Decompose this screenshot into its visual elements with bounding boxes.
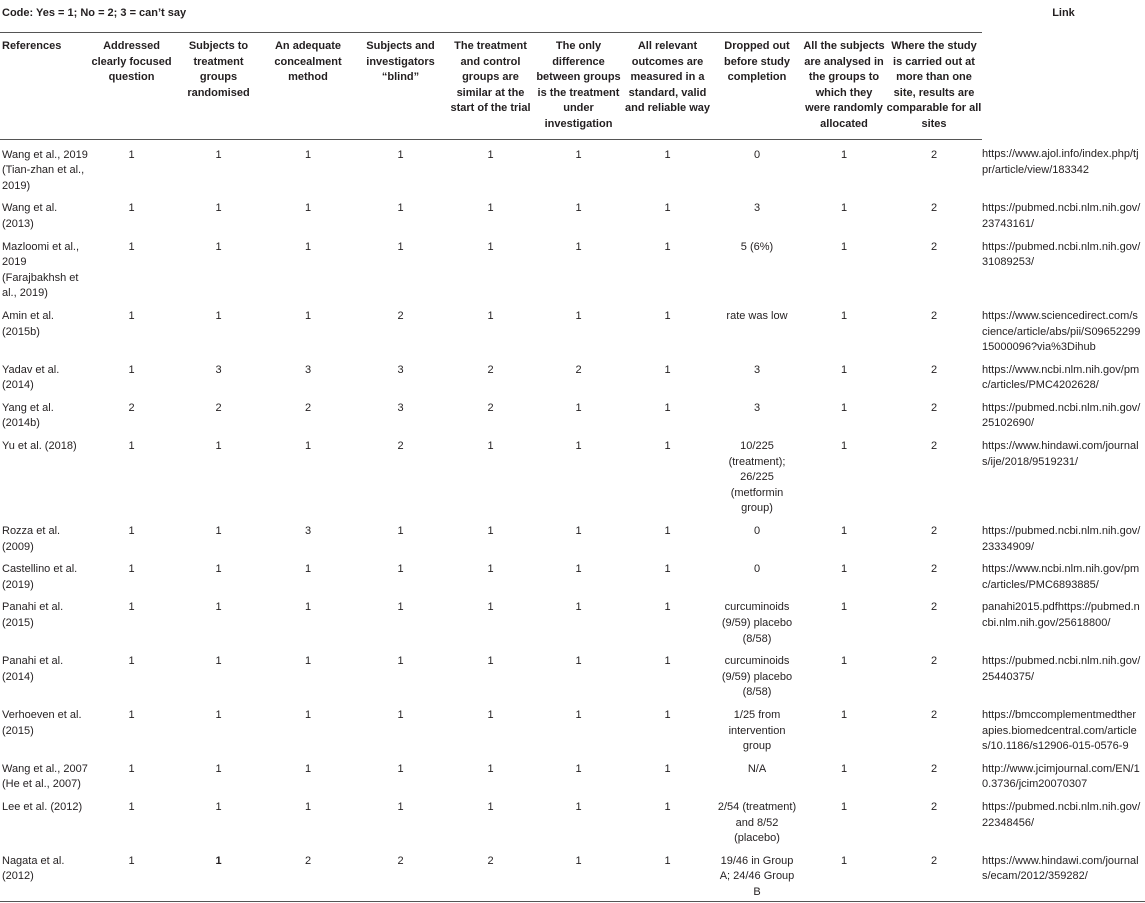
cell-q6: 1 <box>575 854 582 867</box>
cell-q1: 1 <box>128 601 135 614</box>
cell-link[interactable]: https://www.sciencedirect.com/science/article/abs/pii/S0965229915000096?via%3Dihub <box>982 309 1141 354</box>
cell-reference: Verhoeven et al. (2015) <box>2 708 82 737</box>
cell-q3: 1 <box>304 309 312 322</box>
table-row <box>0 793 1145 847</box>
cell-q5: 2 <box>487 363 494 376</box>
cell-q6: 1 <box>575 708 582 721</box>
cell-q2: 1 <box>215 800 222 813</box>
cell-q8: 3 <box>753 363 761 376</box>
cell-q8: 1/25 from intervention group <box>728 708 786 753</box>
cell-q9: 1 <box>840 708 848 721</box>
cell-q10: 2 <box>930 655 938 668</box>
cell-reference: Panahi et al. (2015) <box>2 601 64 629</box>
cell-q2: 1 <box>215 525 222 538</box>
cell-q9: 1 <box>840 440 848 453</box>
cell-reference: Wang et al., 2007 (He et al., 2007) <box>2 762 88 791</box>
cell-q3: 1 <box>304 240 312 253</box>
cell-reference: Rozza et al. (2009) <box>2 525 61 553</box>
cell-q8: 2/54 (treatment) and 8/52 (placebo) <box>717 800 797 845</box>
table-row <box>0 432 1145 517</box>
header-references: References <box>0 33 88 140</box>
cell-q1: 1 <box>128 800 135 813</box>
cell-q8: curcuminoids (9/59) placebo (8/58) <box>721 601 793 645</box>
cell-reference: Castellino et al. (2019) <box>2 563 78 591</box>
header-q6: The only difference between groups is the treatment under investigation <box>534 33 623 140</box>
cell-reference: Mazloomi et al., 2019 (Farajbakhsh et al., 2019) <box>2 240 80 300</box>
cell-q9: 1 <box>840 563 848 576</box>
cell-q5: 2 <box>487 854 494 867</box>
cell-q7: 1 <box>664 440 671 453</box>
cell-q4: 1 <box>397 563 404 576</box>
cell-link[interactable]: https://bmccomplementmedtherapies.biomedcentral.com/articles/10.1186/s12906-015-0576-9 <box>982 708 1137 753</box>
cell-q2: 1 <box>215 240 222 253</box>
cell-q7: 1 <box>664 854 671 867</box>
table-row <box>0 394 1145 432</box>
cell-q8: 3 <box>753 401 761 414</box>
cell-reference: Yu et al. (2018) <box>2 440 77 453</box>
cell-q6: 1 <box>575 525 582 538</box>
cell-q10: 2 <box>930 240 938 253</box>
cell-q1: 1 <box>128 854 135 867</box>
cell-q7: 1 <box>664 401 671 414</box>
cell-q1: 1 <box>128 525 135 538</box>
cell-link[interactable]: https://pubmed.ncbi.nlm.nih.gov/23334909/ <box>982 525 1141 553</box>
cell-q7: 1 <box>664 525 671 538</box>
code-legend-row <box>0 0 1145 33</box>
cell-q7: 1 <box>664 762 671 775</box>
cell-link[interactable]: https://pubmed.ncbi.nlm.nih.gov/31089253/ <box>982 240 1141 269</box>
cell-q10: 2 <box>930 800 938 813</box>
cell-q2: 1 <box>215 601 222 614</box>
cell-q3: 1 <box>304 563 312 576</box>
cell-q7: 1 <box>664 655 671 668</box>
cell-q1: 1 <box>128 563 135 576</box>
link-heading: Link <box>1052 7 1075 19</box>
cell-q3: 1 <box>304 148 312 161</box>
cell-reference: Lee et al. (2012) <box>2 800 83 813</box>
cell-q5: 2 <box>487 401 494 414</box>
cell-q5: 1 <box>487 708 494 721</box>
cell-reference: Panahi et al. (2014) <box>2 655 64 683</box>
cell-q9: 1 <box>840 363 848 376</box>
cell-q1: 1 <box>128 240 135 253</box>
cell-q6: 2 <box>575 363 582 376</box>
cell-q4: 1 <box>397 525 404 538</box>
cell-q4: 1 <box>397 708 404 721</box>
table-row <box>0 194 1145 232</box>
table-row <box>0 755 1145 793</box>
cell-link[interactable]: http://www.jcimjournal.com/EN/10.3736/jcim20070307 <box>982 762 1140 791</box>
cell-q1: 1 <box>128 762 135 775</box>
header-q1: Addressed clearly focused question <box>88 33 175 140</box>
table-row <box>0 356 1145 394</box>
cell-q1: 1 <box>128 440 135 453</box>
cell-q4: 2 <box>397 309 404 322</box>
cell-q2: 1 <box>215 309 222 322</box>
cell-q1: 1 <box>128 202 135 215</box>
cell-q5: 1 <box>487 240 494 253</box>
cell-q10: 2 <box>930 708 938 721</box>
cell-q4: 1 <box>397 762 404 775</box>
cell-link[interactable]: https://pubmed.ncbi.nlm.nih.gov/22348456/ <box>982 800 1141 829</box>
cell-q6: 1 <box>575 440 582 453</box>
cell-q4: 2 <box>397 440 404 453</box>
cell-q8: 5 (6%) <box>740 240 774 253</box>
cell-q5: 1 <box>487 563 494 576</box>
cell-q1: 1 <box>128 363 135 376</box>
cell-q4: 1 <box>397 148 404 161</box>
cell-q2: 3 <box>215 363 222 376</box>
cell-q1: 1 <box>128 655 135 668</box>
cell-reference: Wang et al. (2013) <box>2 202 58 230</box>
cell-q9: 1 <box>840 762 848 775</box>
cell-link[interactable]: https://pubmed.ncbi.nlm.nih.gov/25102690/ <box>982 401 1141 430</box>
cell-q4: 1 <box>397 202 404 215</box>
cell-reference: Amin et al. (2015b) <box>2 309 54 338</box>
cell-q3: 3 <box>304 525 312 538</box>
cell-q5: 1 <box>487 525 494 538</box>
cell-q9: 1 <box>840 401 848 414</box>
cell-q9: 1 <box>840 202 848 215</box>
cell-q4: 1 <box>397 655 404 668</box>
cell-q2: 1 <box>215 762 222 775</box>
cell-q3: 1 <box>304 655 312 668</box>
cell-q9: 1 <box>840 854 848 867</box>
table-row <box>0 233 1145 302</box>
cell-q2: 1 <box>215 148 222 161</box>
table-row <box>0 139 1145 194</box>
cell-link[interactable]: https://www.hindawi.com/journals/ecam/2012/359282/ <box>982 854 1139 883</box>
cell-q1: 1 <box>128 708 135 721</box>
cell-q8: 0 <box>753 563 761 576</box>
table-row <box>0 593 1145 647</box>
cell-q2: 1 <box>215 854 222 867</box>
cell-reference: Nagata et al. (2012) <box>2 854 65 883</box>
cell-q10: 2 <box>930 148 938 161</box>
cell-q2: 1 <box>215 708 222 721</box>
cell-q3: 1 <box>304 601 312 614</box>
cell-q10: 2 <box>930 401 938 414</box>
cell-q3: 1 <box>304 440 312 453</box>
table-row <box>0 647 1145 701</box>
cell-q9: 1 <box>840 148 848 161</box>
cell-link[interactable]: panahi2015.pdfhttps://pubmed.ncbi.nlm.nih.gov/25618800/ <box>982 601 1140 629</box>
cell-q7: 1 <box>664 601 671 614</box>
cell-q5: 1 <box>487 440 494 453</box>
cell-q6: 1 <box>575 202 582 215</box>
cell-q7: 1 <box>664 563 671 576</box>
cell-q6: 1 <box>575 309 582 322</box>
cell-q9: 1 <box>840 309 848 322</box>
cell-q1: 1 <box>128 148 135 161</box>
cell-q10: 2 <box>930 309 938 322</box>
cell-q7: 1 <box>664 800 671 813</box>
cell-q3: 1 <box>304 800 312 813</box>
cell-q4: 1 <box>397 240 404 253</box>
cell-q10: 2 <box>930 363 938 376</box>
cell-q2: 1 <box>215 202 222 215</box>
cell-q7: 1 <box>664 240 671 253</box>
cell-q9: 1 <box>840 525 848 538</box>
cell-q2: 1 <box>215 655 222 668</box>
cell-q9: 1 <box>840 601 848 614</box>
table-row <box>0 517 1145 555</box>
cell-q6: 1 <box>575 655 582 668</box>
header-q5: The treatment and control groups are similar at the start of the trial <box>447 33 534 140</box>
bottom-rule <box>0 901 1145 903</box>
cell-q5: 1 <box>487 309 494 322</box>
cell-q10: 2 <box>930 854 938 867</box>
cell-q8: N/A <box>747 762 767 775</box>
cell-q4: 1 <box>397 800 404 813</box>
cell-q8: 10/225 (treatment); 26/225 (metformin group) <box>728 440 786 515</box>
header-q8: Dropped out before study completion <box>712 33 802 140</box>
cell-q6: 1 <box>575 563 582 576</box>
cell-q7: 1 <box>664 363 671 376</box>
cell-q7: 1 <box>664 202 671 215</box>
header-q9: All the subjects are analysed in the groups to which they were randomly allocated <box>802 33 886 140</box>
header-q3: An adequate concealment method <box>262 33 354 140</box>
cell-q3: 2 <box>304 854 312 867</box>
table-bottom-rule <box>0 901 1145 903</box>
cell-link[interactable]: https://www.ncbi.nlm.nih.gov/pmc/articles/PMC6893885/ <box>982 563 1140 591</box>
cell-q4: 3 <box>397 401 404 414</box>
cell-q4: 1 <box>397 601 404 614</box>
cell-q7: 1 <box>664 708 671 721</box>
cell-q2: 1 <box>215 440 222 453</box>
cell-q8: 3 <box>753 202 761 215</box>
table-row <box>0 302 1145 356</box>
header-link-spacer <box>982 33 1145 140</box>
cell-q8: 0 <box>753 525 761 538</box>
cell-reference: Yang et al. (2014b) <box>2 401 54 430</box>
cell-reference: Wang et al., 2019 (Tian-zhan et al., 2019) <box>2 148 88 192</box>
cell-q9: 1 <box>840 800 848 813</box>
cell-q5: 1 <box>487 655 494 668</box>
cell-q1: 1 <box>128 309 135 322</box>
cell-q7: 1 <box>664 309 671 322</box>
cell-q10: 2 <box>930 440 938 453</box>
cell-q6: 1 <box>575 401 582 414</box>
cell-q3: 1 <box>304 762 312 775</box>
code-legend: Code: Yes = 1; No = 2; 3 = can’t say <box>2 7 187 19</box>
cell-q4: 2 <box>397 854 404 867</box>
cell-q6: 1 <box>575 240 582 253</box>
cell-q5: 1 <box>487 148 494 161</box>
cell-link[interactable]: https://www.hindawi.com/journals/ije/2018/9519231/ <box>982 440 1139 468</box>
cell-q6: 1 <box>575 762 582 775</box>
cell-link[interactable]: https://www.ajol.info/index.php/tjpr/article/view/183342 <box>982 148 1139 176</box>
table-row <box>0 701 1145 755</box>
cell-q10: 2 <box>930 762 938 775</box>
cell-q10: 2 <box>930 525 938 538</box>
cell-link[interactable]: https://pubmed.ncbi.nlm.nih.gov/25440375/ <box>982 655 1141 683</box>
cell-reference: Yadav et al. (2014) <box>2 363 60 392</box>
table-row <box>0 847 1145 901</box>
cell-link[interactable]: https://www.ncbi.nlm.nih.gov/pmc/articles/PMC4202628/ <box>982 363 1140 392</box>
header-q7: All relevant outcomes are measured in a standard, valid and reliable way <box>623 33 712 140</box>
cell-link[interactable]: https://pubmed.ncbi.nlm.nih.gov/23743161/ <box>982 202 1141 230</box>
cell-q5: 1 <box>487 601 494 614</box>
cell-q7: 1 <box>664 148 671 161</box>
cell-q5: 1 <box>487 202 494 215</box>
cell-q5: 1 <box>487 762 494 775</box>
cell-q2: 1 <box>215 563 222 576</box>
cell-q1: 2 <box>128 401 135 414</box>
column-header-row <box>0 33 1145 140</box>
cell-q6: 1 <box>575 601 582 614</box>
cell-q9: 1 <box>840 240 848 253</box>
header-q10: Where the study is carried out at more than one site, results are comparable for all sites <box>886 33 982 140</box>
cell-q3: 3 <box>304 363 312 376</box>
cell-q6: 1 <box>575 800 582 813</box>
cell-q3: 1 <box>304 708 312 721</box>
table-row <box>0 555 1145 593</box>
cell-q8: 19/46 in Group A; 24/46 Group B <box>719 854 795 898</box>
header-q4: Subjects and investigators “blind” <box>354 33 447 140</box>
cell-q3: 1 <box>304 202 312 215</box>
cell-q5: 1 <box>487 800 494 813</box>
cell-q2: 2 <box>215 401 222 414</box>
cell-q10: 2 <box>930 601 938 614</box>
cell-q6: 1 <box>575 148 582 161</box>
header-q2: Subjects to treatment groups randomised <box>175 33 262 140</box>
cell-q8: rate was low <box>726 309 788 322</box>
cell-q10: 2 <box>930 202 938 215</box>
cell-q9: 1 <box>840 655 848 668</box>
cell-q8: 0 <box>753 148 761 161</box>
cell-q4: 3 <box>397 363 404 376</box>
cell-q10: 2 <box>930 563 938 576</box>
cell-q8: curcuminoids (9/59) placebo (8/58) <box>721 655 793 699</box>
cell-q3: 2 <box>304 401 312 414</box>
